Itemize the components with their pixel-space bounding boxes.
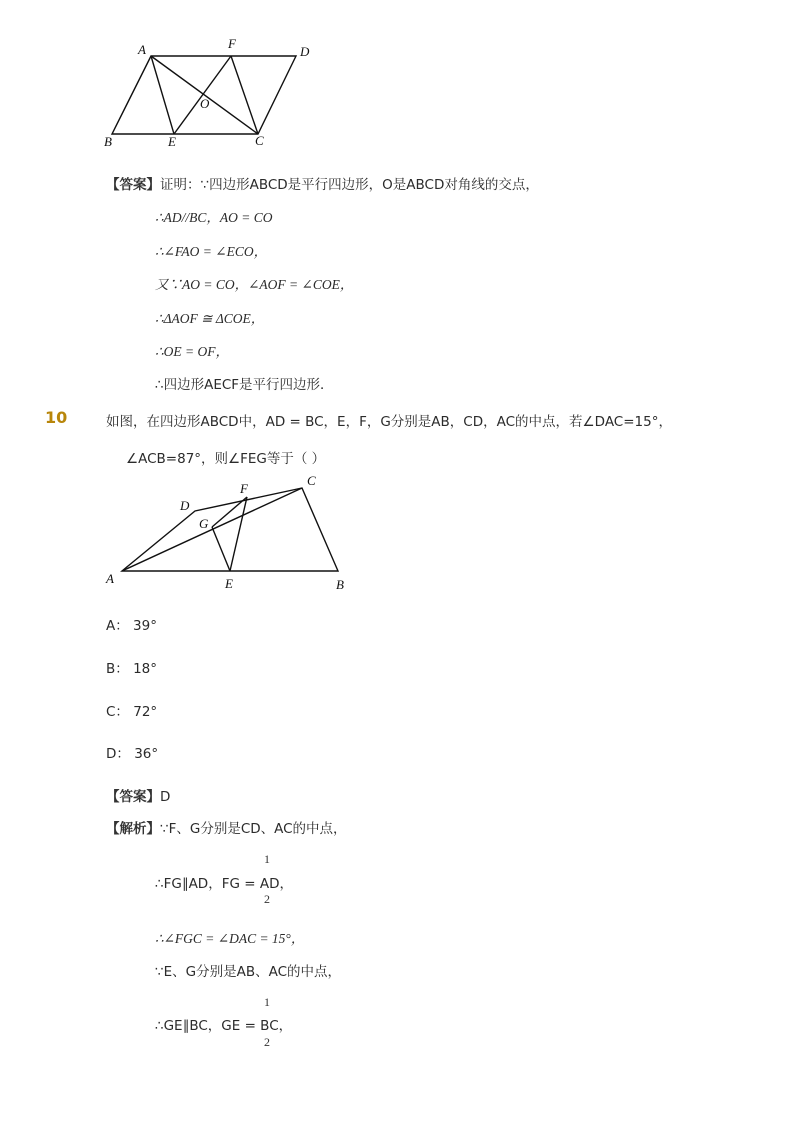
q10-answer-tag: 【答案】 (106, 789, 160, 805)
analysis-line-1b: AD， (259, 876, 293, 892)
option-a[interactable] (106, 617, 157, 635)
frac2-numerator: 1 (264, 995, 270, 1009)
option-c-value: 72° (133, 704, 158, 720)
question-stem-line2: ∠ACB=87°，则∠FEG等于（ ） (126, 451, 326, 467)
option-c[interactable] (106, 703, 157, 721)
analysis-line-3: ∵E、G分别是AB、AC的中点， (155, 964, 342, 980)
analysis-line-1 (155, 875, 293, 893)
answer1-line-3: 又∵AO = CO，∠AOF = ∠COE， (155, 277, 354, 292)
option-d-value: 36° (134, 746, 159, 762)
frac1-denominator: 2 (264, 892, 270, 906)
option-a-label: A： (106, 618, 129, 634)
fig2-label-E: E (225, 576, 233, 591)
label-C: C (255, 133, 264, 148)
label-F: F (228, 36, 236, 51)
option-b-value: 18° (133, 661, 157, 677)
answer1-line-0: 证明：∵四边形ABCD是平行四边形，O是ABCD对角线的交点， (160, 177, 539, 193)
fig2-label-F: F (240, 481, 248, 496)
question-number: 10 (45, 408, 68, 427)
answer1-line-2: ∴∠FAO = ∠ECO， (155, 244, 268, 259)
analysis-line-2: ∴∠FGC = ∠DAC = 15°， (155, 931, 305, 946)
label-E: E (168, 134, 176, 149)
fig2-label-G: G (199, 516, 209, 531)
fig2-label-C: C (307, 473, 316, 488)
option-d-label: D： (106, 746, 130, 762)
label-B: B (104, 134, 112, 149)
analysis-line-4b: BC， (260, 1018, 293, 1034)
answer1-line-4: ∴ΔAOF ≅ ΔCOE， (155, 311, 265, 326)
label-O: O (200, 96, 210, 111)
option-c-label: C： (106, 704, 129, 720)
analysis-line-4a: ∴GE∥BC，GE = (155, 1018, 261, 1034)
option-b-label: B： (106, 661, 129, 677)
fig2-label-A: A (106, 571, 114, 586)
analysis-line-0: ∵F、G分别是CD、AC的中点， (160, 821, 347, 837)
answer1-line-5: ∴OE = OF， (155, 344, 229, 359)
analysis-line-4 (155, 1017, 292, 1035)
fig2-label-D: D (180, 498, 190, 513)
parallelogram-figure (100, 36, 320, 154)
q10-answer-value: D (160, 789, 171, 805)
frac2-denominator: 2 (264, 1035, 270, 1049)
q10-analysis-tag: 【解析】 (106, 821, 160, 837)
q10-analysis-first (106, 820, 347, 838)
answer1-tag: 【答案】 (106, 177, 160, 193)
fig2-label-B: B (336, 577, 344, 592)
answer1-line-6: ∴四边形AECF是平行四边形． (155, 377, 334, 393)
option-a-value: 39° (133, 618, 157, 634)
q10-answer (106, 788, 170, 806)
label-A: A (138, 42, 146, 57)
label-D: D (300, 44, 310, 59)
question-stem-line1: 如图，在四边形ABCD中，AD = BC，E，F，G分别是AB，CD，AC的中点，若∠DAC=15°， (106, 414, 672, 430)
answer1-line-1: ∴AD//BC，AO = CO (155, 210, 273, 225)
answer1-first-line (106, 176, 539, 194)
quadrilateral-figure (100, 470, 360, 595)
option-d[interactable] (106, 745, 158, 763)
option-b[interactable] (106, 660, 157, 678)
analysis-line-1a: ∴FG∥AD，FG = (155, 876, 260, 892)
frac1-numerator: 1 (264, 852, 270, 866)
